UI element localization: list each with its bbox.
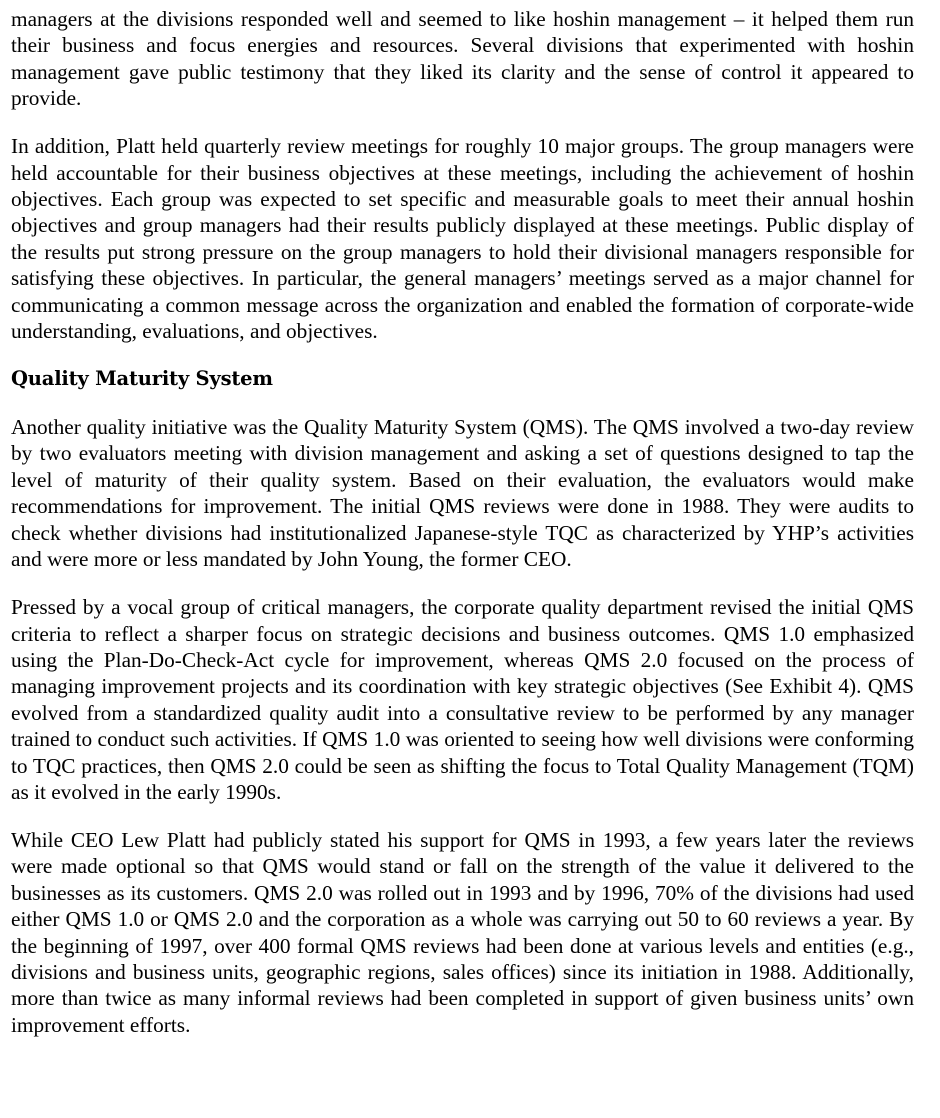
paragraph-qms-adoption: While CEO Lew Platt had publicly stated his support for QMS in 1993, a few years later the reviews were made optional so that QMS would stand or fall on the strength of the value it delivered to the businesses as its customers. QMS 2.0 was rolled out in 1993 and by 1996, 70% of the divisions had used either QMS 1.0 or QMS 2.0 and the corporation as a whole was carrying out 50 to 60 reviews a year. By the beginning of 1997, over 400 formal QMS reviews had been done at various levels and entities (e.g., divisions and business units, geographic regions, sales offices) since its initiation in 1988. Additionally, more than twice as many informal reviews had been completed in support of given business units’ own improvement efforts. <box>11 827 914 1037</box>
paragraph-qms-revision: Pressed by a vocal group of critical managers, the corporate quality department revised the initial QMS criteria to reflect a sharper focus on strategic decisions and business outcomes. QMS 1.0 emphasized using the Plan-Do-Check-Act cycle for improvement, whereas QMS 2.0 focused on the process of managing improvement projects and its coordination with key strategic objectives (See Exhibit 4). QMS evolved from a standardized quality audit into a consultative review to be performed by any manager trained to conduct such activities. If QMS 1.0 was oriented to seeing how well divisions were conforming to TQC practices, then QMS 2.0 could be seen as shifting the focus to Total Quality Management (TQM) as it evolved in the early 1990s. <box>11 595 914 804</box>
paragraph-qms-introduction: Another quality initiative was the Quality Maturity System (QMS). The QMS involved a two-day review by two evaluators meeting with division management and asking a set of questions designed to tap the level of maturity of their quality system. Based on their evaluation, the evaluators would make recommendations for improvement. The initial QMS reviews were done in 1988. They were audits to check whether divisions had institutionalized Japanese-style TQC as characterized by YHP’s activities and were more or less mandated by John Young, the former CEO. <box>11 415 914 572</box>
document-page <box>11 6 914 1060</box>
section-heading-quality-maturity-system: Quality Maturity System <box>11 367 273 391</box>
paragraph-quarterly-reviews: In addition, Platt held quarterly review meetings for roughly 10 major groups. The group managers were held accountable for their business objectives at these meetings, including the achievement of hoshin objectives. Each group was expected to set specific and measurable goals to meet their annual hoshin objectives and group managers had their results publicly displayed at these meetings. Public display of the results put strong pressure on the group managers to hold their divisional managers responsible for satisfying these objectives. In particular, the general managers’ meetings served as a major channel for communicating a common message across the organization and enabled the formation of corporate-wide understanding, evaluations, and objectives. <box>11 134 914 344</box>
paragraph-hoshin-response: managers at the divisions responded well and seemed to like hoshin management – it helped them run their business and focus energies and resources. Several divisions that experimented with hoshin management gave public testimony that they liked its clarity and the sense of control it appeared to provide. <box>11 7 914 111</box>
